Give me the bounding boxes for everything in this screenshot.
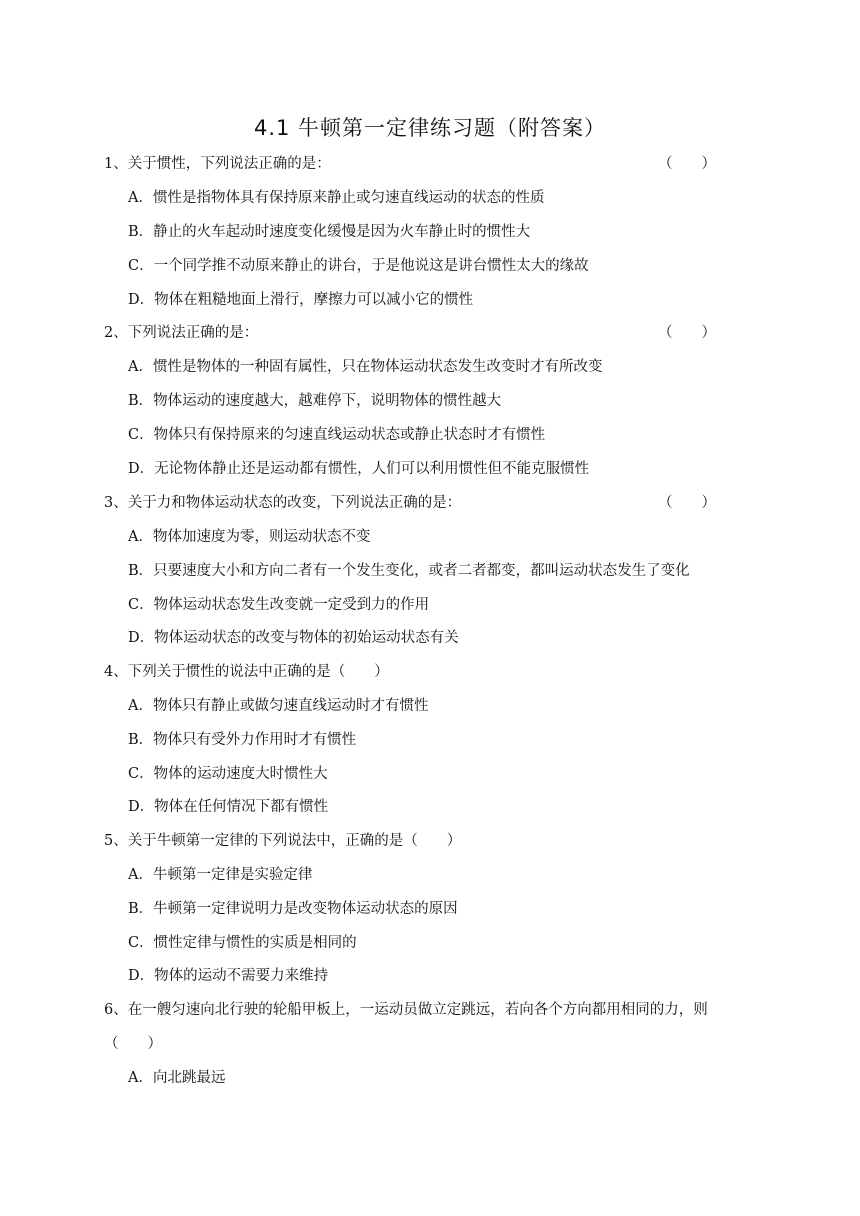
option-a: A．惯性是物体的一种固有属性，只在物体运动状态发生改变时才有所改变 (128, 359, 603, 375)
option-d: D．物体在粗糙地面上滑行，摩擦力可以减小它的惯性 (128, 292, 474, 308)
option-c: C．物体只有保持原来的匀速直线运动状态或静止状态时才有惯性 (128, 427, 546, 443)
option-d: D．无论物体静止还是运动都有惯性，人们可以利用惯性但不能克服惯性 (128, 461, 590, 477)
option-a: A．物体只有静止或做匀速直线运动时才有惯性 (128, 698, 429, 714)
option-d: D．物体的运动不需要力来维持 (128, 968, 329, 984)
option-b: B．静止的火车起动时速度变化缓慢是因为火车静止时的惯性大 (128, 224, 531, 240)
answer-blank: （ ） (658, 495, 716, 511)
option-a: A．向北跳最远 (128, 1070, 226, 1086)
option-c: C．一个同学推不动原来静止的讲台，于是他说这是讲台惯性太大的缘故 (128, 258, 589, 274)
option-a: A．物体加速度为零，则运动状态不变 (128, 529, 371, 545)
option-d: D．物体在任何情况下都有惯性 (128, 799, 329, 815)
option-d: D．物体运动状态的改变与物体的初始运动状态有关 (128, 630, 459, 646)
question-stem: 6、在一艘匀速向北行驶的轮船甲板上，一运动员做立定跳远，若向各个方向都用相同的力，则 (104, 1002, 708, 1018)
question-stem: 5、关于牛顿第一定律的下列说法中，正确的是（ ） (104, 833, 462, 849)
option-c: C．物体的运动速度大时惯性大 (128, 766, 328, 782)
option-b: B．只要速度大小和方向二者有一个发生变化，或者二者都变，都叫运动状态发生了变化 (128, 563, 690, 579)
option-c: C．惯性定律与惯性的实质是相同的 (128, 935, 357, 951)
question-stem: 4、下列关于惯性的说法中正确的是（ ） (104, 664, 389, 680)
answer-blank: （ ） (104, 1036, 162, 1052)
answer-blank: （ ） (658, 156, 716, 172)
option-a: A．牛顿第一定律是实验定律 (128, 867, 313, 883)
question-stem: 2、下列说法正确的是： (104, 325, 259, 341)
answer-blank: （ ） (658, 325, 716, 341)
option-b: B．牛顿第一定律说明力是改变物体运动状态的原因 (128, 901, 458, 917)
option-a: A．惯性是指物体具有保持原来静止或匀速直线运动的状态的性质 (128, 190, 545, 206)
question-stem: 1、关于惯性，下列说法正确的是： (104, 156, 331, 172)
option-b: B．物体只有受外力作用时才有惯性 (128, 732, 357, 748)
option-b: B．物体运动的速度越大，越难停下，说明物体的惯性越大 (128, 393, 502, 409)
option-c: C．物体运动状态发生改变就一定受到力的作用 (128, 597, 430, 613)
page-title: 4.1 牛顿第一定律练习题（附答案） (253, 116, 607, 140)
question-stem: 3、关于力和物体运动状态的改变，下列说法正确的是： (104, 495, 462, 511)
